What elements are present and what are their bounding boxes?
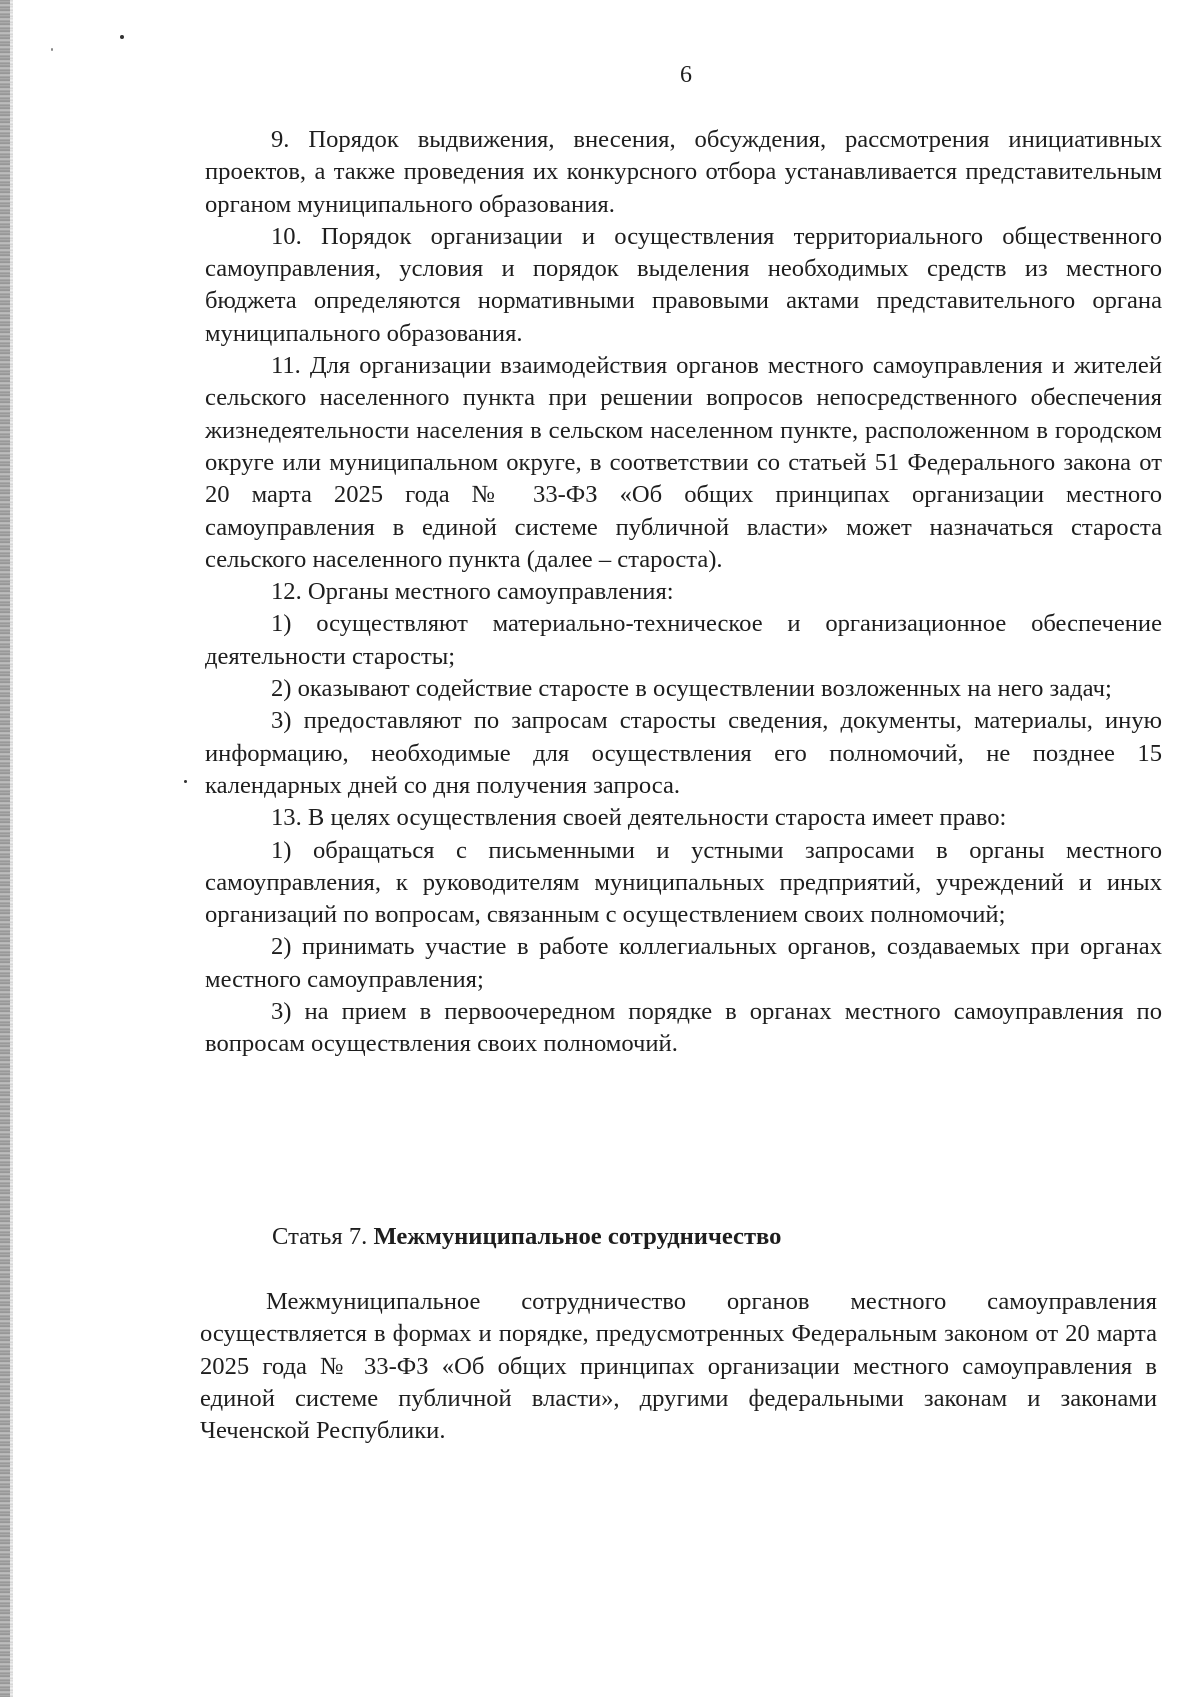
article-paragraph: Межмуниципальное сотрудничество органов местного самоуправления осуществляется в формах и порядке, предусмотренных Федеральным законом от 20 марта 2025 года № 33-ФЗ «Об общих принципах организации местного самоуправления в единой системе публичной власти», другими федеральными законам и законами Чеченской Республики. (200, 1288, 1157, 1445)
article-body (200, 1286, 1157, 1447)
scan-speck (184, 780, 187, 783)
article-prefix: Статья 7. (272, 1223, 368, 1250)
scan-binding-edge (0, 0, 10, 1697)
paragraph-13-item-1: 1) обращаться с письменными и устными запросами в органы местного самоуправления, к руководителям муниципальных предприятий, учреждений и иных организаций по вопросам, связанным с осуществлением своих полномочий; (205, 836, 1162, 929)
paragraph-9: 9. Порядок выдвижения, внесения, обсуждения, рассмотрения инициативных проектов, а также проведения их конкурсного отбора устанавливается представительным органом муниципального образования. (205, 126, 1162, 218)
scan-speck (120, 35, 124, 39)
scan-binding-shadow (10, 0, 13, 1697)
article-title: Межмуниципальное сотрудничество (373, 1223, 782, 1250)
paragraph-12-item-2: 2) оказывают содействие старосте в осуществлении возложенных на него задач; (271, 675, 1112, 703)
page-number: 6 (680, 62, 692, 88)
paragraph-11: 11. Для организации взаимодействия органов местного самоуправления и жителей сельского населенного пункта при решении вопросов непосредственного обеспечения жизнедеятельности населения в сельском населенном пункте, расположенном в городском округе или муниципальном округе, в соответствии со статьей 51 Федерального закона от 20 марта 2025 года № 33-ФЗ «Об общих принципах организации местного самоуправления в единой системе публичной власти» может назначаться староста сельского населенного пункта (далее – староста). (205, 352, 1162, 573)
paragraph-13-item-3: 3) на прием в первоочередном порядке в органах местного самоуправления по вопросам осуществления своих полномочий. (205, 998, 1162, 1058)
paragraph-13: 13. В целях осуществления своей деятельности староста имеет право: (271, 804, 1007, 832)
article-heading (272, 1221, 781, 1253)
paragraph-12-item-3: 3) предоставляют по запросам старосты сведения, документы, материалы, иную информацию, необходимые для осуществления его полномочий, не позднее 15 календарных дней со дня получения запроса. (205, 707, 1162, 799)
paragraph-12-item-1: 1) осуществляют материально-техническое и организационное обеспечение деятельности старосты; (205, 610, 1162, 670)
document-body (205, 124, 1162, 1061)
paragraph-13-item-2: 2) принимать участие в работе коллегиальных органов, создаваемых при органах местного самоуправления; (205, 933, 1162, 993)
paragraph-12: 12. Органы местного самоуправления: (271, 578, 674, 606)
paragraph-10: 10. Порядок организации и осуществления территориального общественного самоуправления, условия и порядок выделения необходимых средств из местного бюджета определяются нормативными правовыми актами представительного органа муниципального образования. (205, 222, 1162, 347)
scan-speck (51, 48, 53, 51)
